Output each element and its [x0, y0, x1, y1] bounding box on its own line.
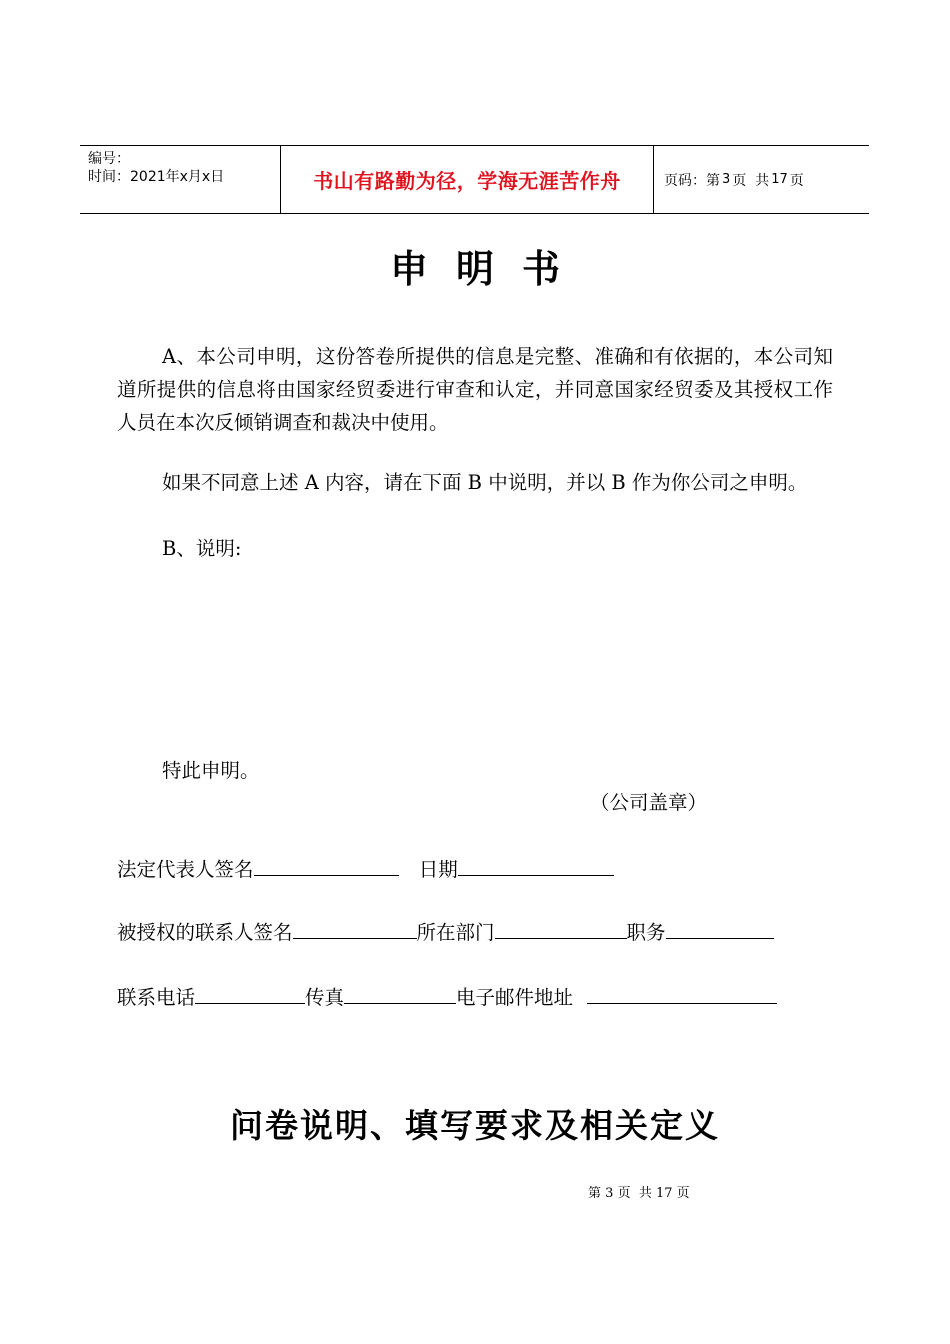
fax-label: 传真: [305, 986, 345, 1009]
header-table: [80, 145, 869, 214]
page-mid: 页 共: [732, 172, 770, 189]
motto: 书山有路勤为径，学海无涯苦作舟: [313, 169, 621, 193]
page-number-cell: [654, 146, 869, 213]
date-label: 日期: [418, 858, 458, 881]
company-seal-label: （公司盖章）: [590, 791, 708, 814]
signature-row-1: [117, 853, 614, 883]
phone-blank[interactable]: [195, 981, 305, 1004]
position-blank[interactable]: [666, 916, 774, 939]
position-label: 职务: [626, 921, 666, 944]
header-meta-cell: [80, 146, 281, 213]
dept-label: 所在部门: [416, 921, 495, 944]
fax-blank[interactable]: [344, 981, 456, 1004]
signature-row-2: [117, 916, 774, 946]
phone-label: 联系电话: [117, 986, 196, 1009]
footer-suffix: 页: [676, 1186, 690, 1201]
paragraph-a: A、本公司申明，这份答卷所提供的信息是完整、准确和有依据的，本公司知道所提供的信息将由国家经贸委进行审查和认定，并同意国家经贸委及其授权工作人员在本次反倾销调查和裁决中使用。: [117, 345, 833, 434]
paragraph-b: 如果不同意上述 A 内容，请在下面 B 中说明，并以 B 作为你公司之申明。: [162, 471, 808, 494]
b-explanation-label: B、说明:: [162, 537, 242, 560]
email-label: 电子邮件地址: [456, 986, 574, 1009]
footer-mid: 页 共: [617, 1186, 652, 1201]
time-label: 时间：2021年x月x日: [88, 169, 225, 185]
legal-rep-blank[interactable]: [254, 853, 399, 876]
section-subtitle: 问卷说明、填写要求及相关定义: [230, 1106, 720, 1145]
contact-blank[interactable]: [293, 916, 417, 939]
footer-total: 17: [655, 1186, 673, 1201]
signature-row-3: [117, 981, 777, 1011]
footer-prefix: 第: [588, 1186, 602, 1201]
page-title: 申明书: [389, 246, 588, 291]
page-footer: [588, 1182, 690, 1201]
page-current: 3: [722, 172, 731, 187]
page-prefix: 页码：第: [664, 172, 720, 189]
serial-label: 编号：: [88, 151, 130, 167]
declaration-text: 特此申明。: [162, 759, 260, 782]
page-total: 17: [771, 172, 788, 187]
dept-blank[interactable]: [495, 916, 627, 939]
legal-rep-label: 法定代表人签名: [117, 858, 254, 881]
date-blank[interactable]: [458, 853, 614, 876]
footer-current: 3: [605, 1186, 614, 1201]
contact-label: 被授权的联系人签名: [117, 921, 293, 944]
motto-cell: [281, 146, 654, 213]
email-blank[interactable]: [587, 981, 777, 1004]
page-suffix: 页: [789, 172, 804, 189]
